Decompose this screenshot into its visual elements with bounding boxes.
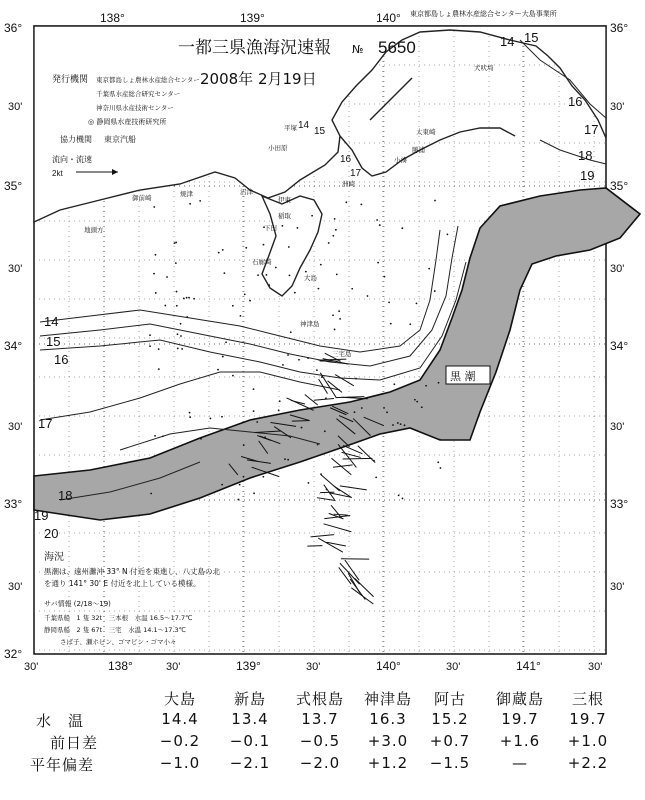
contour-label: 18 — [578, 148, 593, 163]
obs-dot — [180, 335, 182, 337]
flow-speed: 2kt — [52, 169, 63, 178]
obs-dot — [183, 298, 185, 300]
lat-left-34-30: 30' — [8, 263, 23, 275]
obs-dot — [416, 401, 418, 403]
obs-dot — [377, 262, 379, 264]
place-name: 地頭方 — [84, 226, 104, 234]
obs-dot — [307, 357, 309, 359]
coop-name: 東京汽船 — [104, 135, 136, 144]
obs-dot — [409, 323, 411, 325]
obs-dot — [416, 302, 418, 304]
lat-right-36: 36° — [610, 21, 629, 35]
flow-arrow — [343, 458, 373, 459]
obs-dot — [232, 305, 234, 307]
issuer-3: 神奈川県水産技術センター — [96, 104, 174, 112]
contour-label: 16 — [340, 154, 352, 165]
report-date: 2008年 2月19日 — [200, 70, 317, 88]
obs-dot — [400, 423, 402, 425]
table-cell: +1.0 — [567, 732, 609, 750]
obs-dot — [155, 254, 157, 256]
obs-dot — [166, 276, 168, 278]
obs-dot — [328, 242, 330, 244]
place-name: 焼津 — [180, 190, 193, 198]
lon-bottom-140: 140° — [376, 659, 401, 673]
lat-left-33: 33° — [4, 497, 23, 511]
contour-label: 16 — [568, 94, 583, 109]
obs-dot — [186, 316, 188, 318]
obs-dot — [222, 356, 224, 358]
obs-dot — [257, 274, 259, 276]
obs-dot — [181, 348, 183, 350]
obs-dot — [301, 427, 303, 429]
obs-dot — [164, 305, 166, 307]
report-number: 5650 — [378, 38, 416, 57]
contour-label: 15 — [314, 126, 326, 137]
contour-label: 20 — [44, 526, 59, 541]
row-label: 水 温 — [36, 712, 85, 730]
obs-dot — [401, 227, 403, 229]
obs-dot — [284, 458, 286, 460]
contour-label: 14 — [298, 120, 310, 131]
obs-dot — [155, 292, 157, 294]
obs-dot — [298, 359, 300, 361]
lon-top-139: 139° — [240, 11, 265, 25]
obs-dot — [438, 382, 440, 384]
table-header-row — [10, 688, 630, 710]
table-cell: 13.7 — [301, 710, 339, 728]
col-header: 阿古 — [433, 690, 466, 708]
place-name: 犬吠埼 — [474, 64, 494, 72]
col-header: 三根 — [571, 690, 604, 708]
issuer-4: ◎ 静岡県水産技術研究所 — [88, 118, 167, 126]
issuer-label: 発行機関 — [52, 75, 89, 85]
obs-dot — [446, 233, 448, 235]
obs-dot — [398, 494, 400, 496]
contour-label: 19 — [34, 508, 49, 523]
saba-line-2: 静岡県船 2 隻 67t 三宅 水温 14.1～17.3℃ — [44, 626, 186, 634]
lat-right-33-30: 30' — [610, 421, 625, 433]
obs-dot — [320, 473, 322, 475]
obs-dot — [332, 314, 334, 316]
row-label: 平年偏差 — [30, 756, 95, 774]
obs-dot — [376, 219, 378, 221]
obs-dot — [268, 284, 270, 286]
obs-dot — [177, 348, 179, 350]
table-cell: — — [512, 754, 528, 772]
table-cell: 19.7 — [501, 710, 539, 728]
lat-left-32: 32° — [4, 647, 23, 661]
contour-label: 15 — [46, 334, 61, 349]
obs-dot — [253, 410, 255, 412]
obs-dot — [334, 218, 336, 220]
lon-bottom-30a: 30' — [24, 661, 39, 673]
table-row — [10, 754, 630, 776]
table-cell: −0.2 — [159, 732, 201, 750]
lon-bottom-138: 138° — [108, 659, 133, 673]
obs-dot — [263, 244, 265, 246]
obs-dot — [176, 291, 178, 293]
lat-left-33-30: 30' — [8, 421, 23, 433]
obs-dot — [402, 498, 404, 500]
obs-dot — [440, 467, 442, 469]
obs-dot — [243, 476, 245, 478]
lat-right-35-30: 30' — [610, 101, 625, 113]
lat-right-34-30: 30' — [610, 263, 625, 275]
table-cell: +3.0 — [367, 732, 409, 750]
lat-left-36: 36° — [4, 21, 23, 35]
obs-dot — [287, 354, 289, 356]
obs-dot — [186, 297, 188, 299]
contour-label: 14 — [500, 34, 515, 49]
obs-dot — [404, 424, 406, 426]
obs-dot — [355, 378, 357, 380]
place-name: 太東崎 — [416, 128, 436, 136]
obs-dot — [158, 348, 160, 350]
table-cell: 19.7 — [569, 710, 607, 728]
table-cell: +2.2 — [567, 754, 609, 772]
obs-dot — [221, 416, 223, 418]
contour-label: 15 — [524, 30, 539, 45]
obs-dot — [338, 310, 340, 312]
lon-bottom-30d: 30' — [446, 661, 461, 673]
col-header: 御蔵島 — [495, 690, 544, 708]
obs-dot — [189, 412, 191, 414]
obs-dot — [180, 323, 182, 325]
obs-dot — [162, 435, 164, 437]
table-cell: 14.4 — [161, 710, 199, 728]
obs-dot — [243, 444, 245, 446]
obs-dot — [316, 369, 318, 371]
obs-dot — [217, 369, 219, 371]
lon-bottom-141: 141° — [516, 659, 541, 673]
notes-text-line2: を通り 141° 30' E 付近を北上している模様。 — [44, 579, 201, 588]
obs-dot — [325, 397, 327, 399]
contour-label: 17 — [350, 168, 362, 179]
lon-bottom-30b: 30' — [166, 661, 181, 673]
obs-dot — [336, 274, 338, 276]
col-header: 新島 — [233, 690, 266, 708]
table-cell: 16.3 — [369, 710, 407, 728]
table-cell: +1.6 — [499, 732, 541, 750]
obs-dot — [351, 288, 353, 290]
obs-dot — [193, 298, 195, 300]
obs-dot — [326, 489, 328, 491]
obs-dot — [373, 460, 375, 462]
obs-dot — [222, 249, 224, 251]
obs-dot — [253, 492, 255, 494]
obs-dot — [397, 422, 399, 424]
obs-dot — [386, 411, 388, 413]
obs-dot — [294, 292, 296, 294]
lat-right-32-30: 30' — [610, 581, 625, 593]
place-name: 神津島 — [300, 320, 320, 328]
obs-dot — [175, 262, 177, 264]
obs-dot — [390, 323, 392, 325]
place-name: 大島 — [304, 274, 317, 282]
obs-dot — [383, 276, 385, 278]
obs-dot — [321, 376, 323, 378]
obs-dot — [225, 341, 227, 343]
obs-dot — [305, 271, 307, 273]
lon-bottom-139: 139° — [236, 659, 261, 673]
lat-right-35: 35° — [610, 179, 629, 193]
lat-left-35: 35° — [4, 179, 23, 193]
obs-dot — [324, 430, 326, 432]
obs-dot — [287, 459, 289, 461]
obs-dot — [210, 418, 212, 420]
notes-heading: 海況 — [44, 552, 64, 563]
table-cell: −0.1 — [229, 732, 271, 750]
lat-left-32-30: 30' — [8, 581, 23, 593]
obs-dot — [308, 482, 310, 484]
obs-dot — [434, 200, 436, 202]
col-header: 大島 — [163, 690, 196, 708]
obs-dot — [320, 264, 322, 266]
obs-dot — [367, 295, 369, 297]
obs-dot — [240, 315, 242, 317]
obs-dot — [153, 206, 155, 208]
place-name: 勝浦 — [412, 146, 425, 154]
obs-dot — [425, 385, 427, 387]
contour-label: 18 — [58, 488, 73, 503]
obs-dot — [345, 201, 347, 203]
obs-dot — [354, 411, 356, 413]
obs-dot — [232, 375, 234, 377]
obs-dot — [437, 461, 439, 463]
obs-dot — [278, 409, 280, 411]
contour-label: 14 — [44, 314, 59, 329]
lon-bottom-30c: 30' — [306, 661, 321, 673]
place-name: 平塚 — [284, 124, 297, 132]
lat-left-35-30: 30' — [8, 101, 23, 113]
obs-dot — [176, 305, 178, 307]
obs-dot — [149, 334, 151, 336]
obs-dot — [189, 416, 191, 418]
obs-dot — [383, 407, 385, 409]
obs-dot — [388, 301, 390, 303]
col-header: 神津島 — [363, 690, 412, 708]
obs-dot — [375, 476, 377, 478]
obs-dot — [296, 227, 298, 229]
top-right-credit: 東京都島しょ農林水産総合センター大島事業所 — [410, 10, 557, 18]
obs-dot — [428, 268, 430, 270]
place-name: 小田原 — [268, 144, 288, 152]
obs-dot — [149, 345, 151, 347]
obs-dot — [360, 203, 362, 205]
obs-dot — [289, 274, 291, 276]
contour-label: 16 — [54, 352, 69, 367]
obs-dot — [253, 388, 255, 390]
saba-line-1: 千葉県船 1 隻 32t 三本根 水温 16.5～17.7℃ — [44, 614, 193, 622]
obs-dot — [150, 493, 152, 495]
flow-label: 流向・流速 — [52, 155, 92, 164]
saba-line-3: さば子、瀬ホピン、ゴマピン・ゴマ小々 — [60, 638, 177, 646]
lat-right-33: 33° — [610, 497, 629, 511]
obs-dot — [393, 383, 395, 385]
obs-dot — [434, 290, 436, 292]
place-name: 下田 — [264, 224, 277, 232]
obs-dot — [237, 499, 239, 501]
obs-dot — [158, 368, 160, 370]
table-cell: −0.5 — [299, 732, 341, 750]
obs-dot — [249, 300, 251, 302]
obs-dot — [281, 225, 283, 227]
obs-dot — [200, 438, 202, 440]
place-name: 御前崎 — [132, 194, 152, 202]
obs-dot — [223, 272, 225, 274]
place-name: 稲取 — [278, 212, 291, 220]
contour-label: 17 — [38, 416, 53, 431]
obs-dot — [332, 235, 334, 237]
lon-top-138: 138° — [100, 11, 125, 25]
obs-dot — [154, 435, 156, 437]
obs-dot — [177, 333, 179, 335]
obs-dot — [218, 252, 220, 254]
table-cell: −2.1 — [229, 754, 271, 772]
table-cell: −1.0 — [159, 754, 201, 772]
table-row — [10, 732, 630, 754]
place-name: 石廊崎 — [252, 258, 272, 266]
obs-dot — [174, 242, 176, 244]
place-name: 小湊 — [394, 156, 407, 164]
obs-dot — [262, 476, 264, 478]
obs-dot — [153, 273, 155, 275]
obs-dot — [275, 267, 277, 269]
obs-dot — [175, 242, 177, 244]
water-temperature-table — [10, 688, 630, 776]
obs-dot — [318, 288, 320, 290]
place-name: 沼津 — [240, 188, 253, 196]
place-name: 洲崎 — [342, 180, 355, 188]
obs-dot — [334, 329, 336, 331]
obs-dot — [245, 247, 247, 249]
obs-dot — [244, 293, 246, 295]
table-cell: 15.2 — [431, 710, 469, 728]
coop-label: 協力機関 — [60, 135, 92, 144]
lat-left-34: 34° — [4, 339, 23, 353]
obs-dot — [379, 224, 381, 226]
obs-dot — [335, 229, 337, 231]
obs-dot — [282, 364, 284, 366]
col-header: 式根島 — [295, 690, 344, 708]
obs-dot — [317, 444, 319, 446]
kuroshio-label: 黒 潮 — [450, 370, 476, 383]
obs-dot — [439, 439, 441, 441]
obs-dot — [279, 400, 281, 402]
obs-dot — [339, 318, 341, 320]
table-cell: −2.0 — [299, 754, 341, 772]
obs-dot — [199, 200, 201, 202]
obs-dot — [221, 484, 223, 486]
obs-dot — [288, 246, 290, 248]
obs-dot — [421, 406, 423, 408]
lon-bottom-30e: 30' — [588, 661, 603, 673]
table-cell: +1.2 — [367, 754, 409, 772]
obs-dot — [239, 484, 241, 486]
obs-dot — [392, 424, 394, 426]
obs-dot — [290, 331, 292, 333]
table-cell: −1.5 — [429, 754, 471, 772]
place-name: 三宅島 — [332, 350, 352, 358]
contour-label: 19 — [580, 168, 595, 183]
lon-top-140: 140° — [376, 11, 401, 25]
obs-dot — [311, 215, 313, 217]
table-cell: +0.7 — [429, 732, 471, 750]
issuer-1: 東京都島しょ農林水産総合センター — [96, 76, 200, 84]
obs-dot — [264, 436, 266, 438]
obs-dot — [188, 297, 190, 299]
saba-heading: サバ情報 (2/18～19) — [44, 600, 111, 608]
notes-text-line1: 黒潮は、遠州灘沖 33° N 付近を東進し、八丈島の北 — [44, 567, 221, 576]
table-row — [10, 710, 630, 732]
lat-right-34: 34° — [610, 339, 629, 353]
report-title: 一都三県漁海況速報 — [178, 38, 331, 58]
obs-dot — [361, 407, 363, 409]
obs-dot — [256, 421, 258, 423]
number-label: № — [352, 43, 364, 56]
obs-dot — [266, 274, 268, 276]
obs-dot — [414, 399, 416, 401]
row-label: 前日差 — [50, 734, 99, 752]
obs-dot — [189, 203, 191, 205]
place-name: 伊東 — [278, 196, 291, 204]
contour-label: 17 — [584, 122, 599, 137]
table-cell: 13.4 — [231, 710, 269, 728]
issuer-2: 千葉県水産総合研究センター — [96, 90, 181, 98]
